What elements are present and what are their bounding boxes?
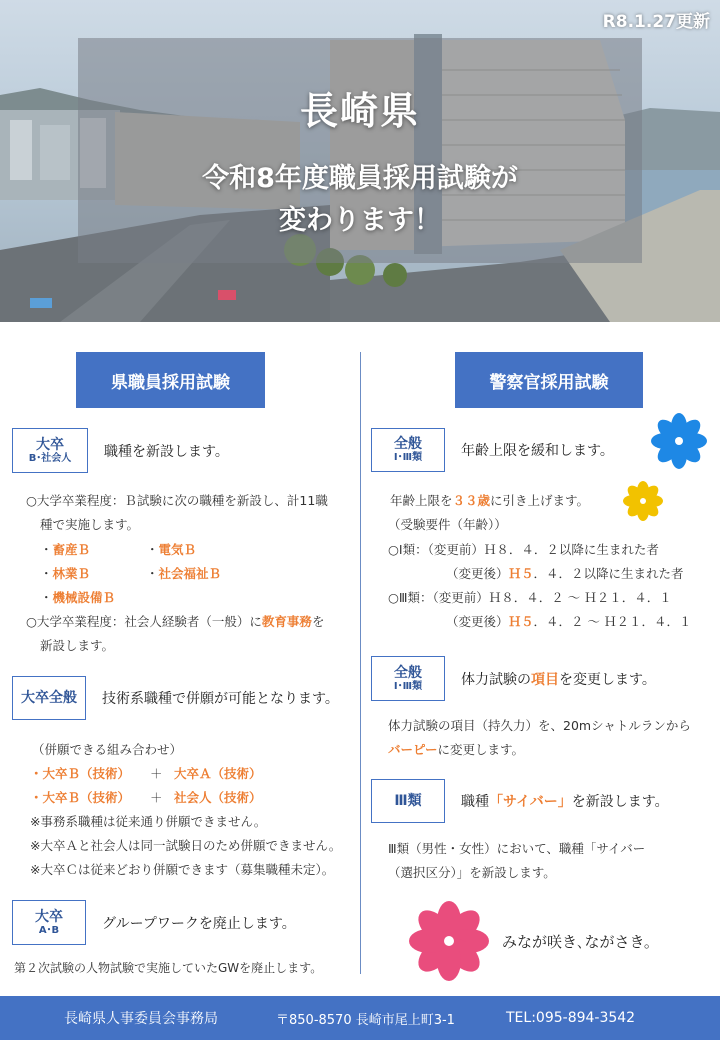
footer-address: 〒850-8570 長崎市尾上町3-1: [276, 1012, 455, 1028]
text-line: （併願できる組み合わせ）: [32, 742, 183, 757]
combo-item: 大卒Ａ（技術）: [174, 766, 262, 781]
category-tag: [371, 656, 445, 701]
category-tag: [12, 676, 86, 720]
plus-sign: ＋: [150, 790, 163, 805]
pink-flower-logo-icon: [408, 900, 490, 982]
list-item: ・電気Ｂ: [146, 542, 197, 557]
category-tag: [371, 428, 445, 472]
text-line: バーピーに変更します。: [388, 742, 525, 757]
note-line: ※大卒Ａと社会人は同一試験日のため併願できません。: [30, 838, 342, 853]
text-line: （受験要件（年齢））: [388, 517, 507, 532]
police-exam-header: 警察官採用試験: [455, 352, 643, 408]
right-section-age-limit: [371, 428, 614, 472]
tag-main: 大卒: [36, 436, 64, 453]
list-item: ・林業Ｂ: [40, 566, 91, 581]
prefecture-title: 長崎県: [299, 89, 420, 133]
page-title-line2: 変わります！: [279, 205, 441, 236]
left-section-new-jobs: [12, 428, 229, 473]
right-section-fitness: [371, 656, 656, 701]
footer: [0, 996, 720, 1040]
tag-sub: Ⅰ･Ⅲ類: [393, 680, 423, 692]
left-section-groupwork: [12, 900, 296, 945]
list-item: ・畜産Ｂ: [40, 542, 91, 557]
text-line: 第２次試験の人物試験で実施していたGWを廃止します。: [14, 961, 323, 975]
category-tag: [12, 428, 88, 473]
tag-main: Ⅲ類: [394, 792, 422, 809]
update-date: R8.1.27更新: [602, 12, 710, 32]
section-title: 職種「サイバー」を新設します。: [461, 794, 669, 810]
hero-banner: [0, 0, 720, 322]
combo-item: ・大卒Ｂ（技術）: [30, 790, 131, 805]
category-tag: [12, 900, 86, 945]
text-line: ○大学卒業程度：Ｂ試験に次の職種を新設し、計11職: [26, 493, 328, 508]
tag-sub: A･B: [38, 924, 60, 936]
footer-tel: TEL:095-894-3542: [506, 1010, 636, 1026]
tag-main: 大卒全般: [21, 689, 77, 706]
tag-main: 全般: [394, 664, 422, 681]
section-title: 年齢上限を緩和します。: [461, 443, 614, 459]
combo-item: 社会人（技術）: [174, 790, 262, 805]
text-line: （選択区分）」を新設します。: [388, 865, 556, 880]
tag-main: 全般: [394, 436, 422, 453]
footer-org: 長崎県人事委員会事務局: [64, 1011, 218, 1027]
section-title: 技術系職種で併願が可能となります。: [102, 691, 339, 707]
list-item: ・社会福祉Ｂ: [146, 566, 222, 581]
section-title: グループワークを廃止します。: [102, 915, 296, 932]
right-section-cyber: [371, 779, 669, 823]
age-row: （変更後）Ｈ５．４．２以降に生まれた者: [446, 566, 684, 581]
tag-sub: B･社会人: [28, 452, 72, 464]
section-title: 体力試験の項目を変更します。: [461, 671, 656, 688]
age-row: ○Ⅲ類：（変更前）Ｈ８．４．２ ～ Ｈ２１．４．１: [388, 590, 672, 605]
note-line: ※事務系職種は従来通り併願できません。: [30, 814, 267, 829]
text-line: 年齢上限を３３歳に引き上げます。: [390, 493, 590, 508]
column-divider: [360, 352, 361, 974]
age-row: （変更後）Ｈ５．４．２ ～ Ｈ２１．４．１: [446, 614, 692, 629]
text-line: 新設します。: [40, 638, 115, 653]
section-title: 職種を新設します。: [104, 443, 229, 460]
list-item: ・機械設備Ｂ: [40, 590, 116, 605]
note-line: ※大卒Ｃは従来どおり併願できます（募集職種未定）。: [30, 862, 335, 877]
slogan: みなが咲き､ながさき。: [502, 933, 659, 951]
left-section-combined-apply: [12, 676, 339, 720]
prefectural-exam-header: 県職員採用試験: [76, 352, 265, 408]
blue-flower-icon: [650, 412, 708, 470]
text-line: 体力試験の項目（持久力）を、20mシャトルランから: [388, 718, 691, 733]
text-line: ○大学卒業程度：社会人経験者（一般）に教育事務を: [26, 614, 325, 629]
text-line: 種で実施します。: [40, 517, 140, 532]
tag-main: 大卒: [35, 908, 63, 925]
age-row: ○Ⅰ類：（変更前）Ｈ８．４．２以降に生まれた者: [388, 542, 659, 557]
combo-item: ・大卒Ｂ（技術）: [30, 766, 131, 781]
yellow-flower-icon: [622, 480, 664, 522]
plus-sign: ＋: [150, 766, 163, 781]
page-title-line1: 令和8年度職員採用試験が: [202, 163, 518, 194]
category-tag: [371, 779, 445, 823]
tag-sub: Ⅰ･Ⅲ類: [393, 452, 423, 464]
text-line: Ⅲ類（男性・女性）において、職種「サイバー: [388, 841, 646, 856]
